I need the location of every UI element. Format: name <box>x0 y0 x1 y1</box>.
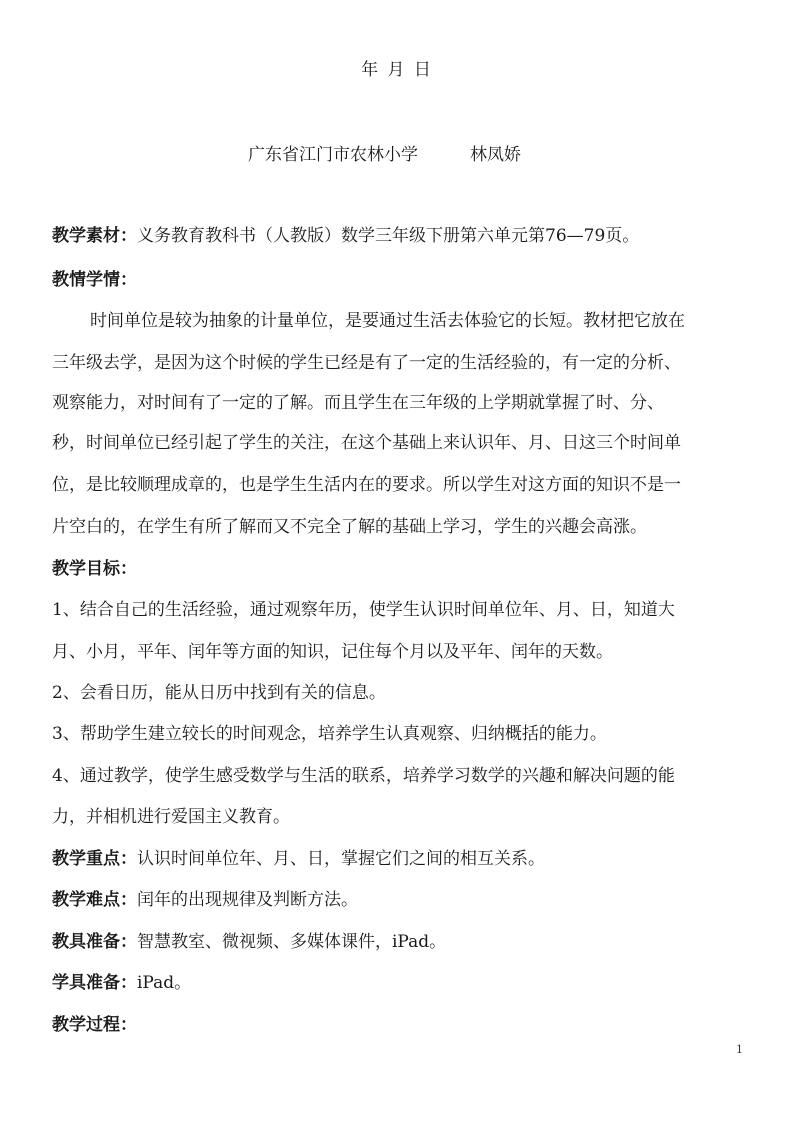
author-name: 林凤娇 <box>470 145 521 165</box>
difficulty-text: 闰年的出现规律及判断方法。 <box>137 890 358 910</box>
process-heading: 教学过程： <box>52 1015 137 1035</box>
key-point-text: 认识时间单位年、月、日，掌握它们之间的相互关系。 <box>137 849 545 869</box>
teaching-tools-label: 教具准备： <box>52 932 137 952</box>
key-point-section <box>52 849 545 869</box>
situation-heading: 教情学情： <box>52 270 137 290</box>
difficulty-section <box>52 890 358 910</box>
goal-line: 2、会看日历，能从日历中找到有关的信息。 <box>52 683 386 703</box>
difficulty-label: 教学难点： <box>52 890 137 910</box>
key-point-label: 教学重点： <box>52 849 137 869</box>
paragraph-line: 三年级去学，是因为这个时候的学生已经是有了一定的生活经验的，有一定的分析、 <box>52 353 681 373</box>
learning-tools-text: iPad。 <box>137 973 192 993</box>
goal-line: 月、小月，平年、闰年等方面的知识，记住每个月以及平年、闰年的天数。 <box>52 642 613 662</box>
author-line <box>248 145 521 165</box>
school-name: 广东省江门市农林小学 <box>248 145 418 165</box>
goal-line: 3、帮助学生建立较长的时间观念，培养学生认真观察、归纳概括的能力。 <box>52 724 607 744</box>
page-number: 1 <box>736 1043 743 1056</box>
material-label: 教学素材： <box>52 226 137 246</box>
goal-line: 力，并相机进行爱国主义教育。 <box>52 807 290 827</box>
material-text: 义务教育教科书（人教版）数学三年级下册第六单元第76—79页。 <box>137 226 640 246</box>
date-heading: 年 月 日 <box>361 60 433 80</box>
goals-heading: 教学目标： <box>52 559 137 579</box>
teaching-tools-text: 智慧教室、微视频、多媒体课件，iPad。 <box>137 932 447 952</box>
learning-tools-section <box>52 973 191 993</box>
paragraph-line: 时间单位是较为抽象的计量单位，是要通过生活去体验它的长短。教材把它放在 <box>90 311 685 331</box>
learning-tools-label: 学具准备： <box>52 973 137 993</box>
material-section <box>52 226 639 246</box>
paragraph-line: 秒，时间单位已经引起了学生的关注，在这个基础上来认识年、月、日这三个时间单 <box>52 433 681 453</box>
teaching-tools-section <box>52 932 446 952</box>
goal-line: 1、结合自己的生活经验，通过观察年历，使学生认识时间单位年、月、日，知道大 <box>52 600 675 620</box>
goal-line: 4、通过教学，使学生感受数学与生活的联系，培养学习数学的兴趣和解决问题的能 <box>52 766 675 786</box>
paragraph-line: 片空白的，在学生有所了解而又不完全了解的基础上学习，学生的兴趣会高涨。 <box>52 517 647 537</box>
paragraph-line: 观察能力，对时间有了一定的了解。而且学生在三年级的上学期就掌握了时、分、 <box>52 393 664 413</box>
paragraph-line: 位，是比较顺理成章的，也是学生生活内在的要求。所以学生对这方面的知识不是一 <box>52 475 681 495</box>
